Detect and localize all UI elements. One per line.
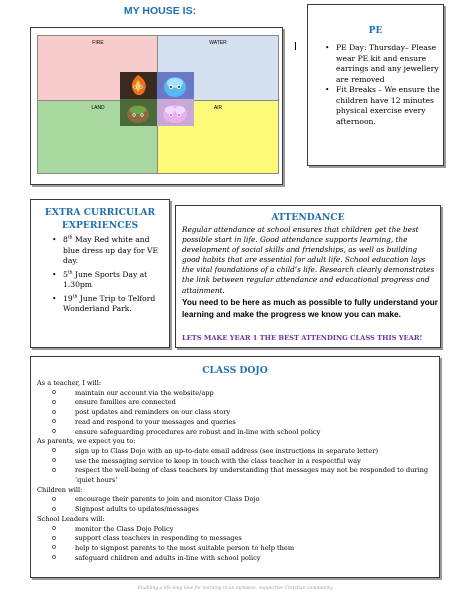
event-item [49,270,167,291]
extra-curricular-panel [30,199,170,348]
dojo-section-heading: As parents, we expect you to: [37,437,136,446]
attendance-title: ATTENDANCE [271,212,345,223]
class-dojo-panel [30,356,440,578]
event-item [49,235,167,267]
dojo-section-list [37,447,437,486]
attendance-body: Regular attendance at school ensures that children get the best possible start in life. Good attendance supports learning, the development of social skills and friendships, as well as building good habits that are essential for adult life. School education lays the vital foundations of a child’s life. Research clearly demonstrates the link between regular attendance and educational progress and attainment. [182,225,435,295]
event-text: May Red white and blue dress up day for VE day. [63,235,158,265]
dojo-section-list [37,389,437,438]
pe-title: PE [368,26,383,36]
class-dojo-content [37,379,437,563]
pe-list [322,43,440,127]
pe-panel [307,4,444,166]
event-day: 19 [63,293,73,303]
event-text: June Trip to Telford Wonderland Park. [63,293,156,313]
attendance-slogan: LETS MAKE YEAR 1 THE BEST ATTENDING CLASS THIS YEAR! [182,334,423,342]
house-title: MY HOUSE IS: [123,5,197,17]
dojo-list-item: o ensure safeguarding procedures are robust and in-line with school policy [37,428,437,438]
quadrant-land-label: LAND [91,105,105,111]
house-mascots-image [120,72,194,126]
event-day: 5 [63,269,68,279]
dojo-list-item: o support class teachers in responding to messages [37,534,437,544]
extra-curricular-title [31,206,169,232]
dojo-list-item: o help to signpost parents to the most suitable person to help them [37,544,437,554]
dojo-list-item: o read and respond to your messages and queries [37,418,437,428]
event-day-suffix: th [72,293,78,299]
dojo-list-item: o safeguard children and adults in-line with school policy [37,554,437,564]
dojo-section-heading: Children will: [37,485,83,494]
dojo-section-heading: As a teacher, I will: [37,379,102,387]
dojo-list-item: o post updates and reminders on our class story [37,408,437,418]
dojo-section-list [37,525,437,564]
dojo-section-list [37,495,437,514]
dojo-list-item: o monitor the Class Dojo Policy [37,525,437,535]
quadrant-water-label: WATER [209,40,227,46]
dojo-list-item: o respect the well-being of class teachers by understanding that messages may not be responded to during ‘quiet hours’ [37,466,437,485]
dojo-list-item: o maintain our account via the website/app [37,389,437,399]
pe-item: • PE Day: Thursday– Please wear PE kit and ensure earrings and any jewellery are removed [322,43,440,85]
footer-motto: Enabling a life-long love for learning in an inclusive, supportive Christian community. [137,586,334,591]
pe-item: • Fit Breaks – We ensure the children have 12 minutes physical exercise every afternoon. [322,85,440,127]
event-text: June Sports Day at 1.30pm [63,269,148,289]
attendance-emphasis: You need to be here as much as possible to fully understand your learning and make the progress we know you can make. [182,298,438,319]
quadrant-fire-label: FIRE [92,40,104,46]
extra-curricular-title-line2: EXPERIENCES [61,220,139,231]
attendance-panel [175,205,441,348]
dojo-list-item: o encourage their parents to join and monitor Class Dojo [37,495,437,505]
event-day: 8 [63,235,68,244]
dojo-list-item: o use the messaging service to keep in touch with the class teacher in a respectful way [37,457,437,467]
event-day-suffix: th [67,269,73,275]
quadrant-air-label: AIR [213,105,223,111]
event-day-suffix: th [67,235,73,241]
dojo-section-heading: School Leaders will: [37,514,105,523]
event-item [49,294,167,315]
dojo-list-item: o sign up to Class Dojo with an up-to-date email address (see instructions in separate letter) [37,447,437,457]
extra-curricular-list [49,235,167,318]
extra-curricular-title-line1: EXTRA CURRICULAR [44,207,156,218]
class-dojo-title: CLASS DOJO [202,365,268,376]
text-cursor-mark [295,42,296,50]
dojo-list-item: o Signpost adults to updates/messages [37,505,437,515]
dojo-list-item: o ensure families are connected [37,398,437,408]
